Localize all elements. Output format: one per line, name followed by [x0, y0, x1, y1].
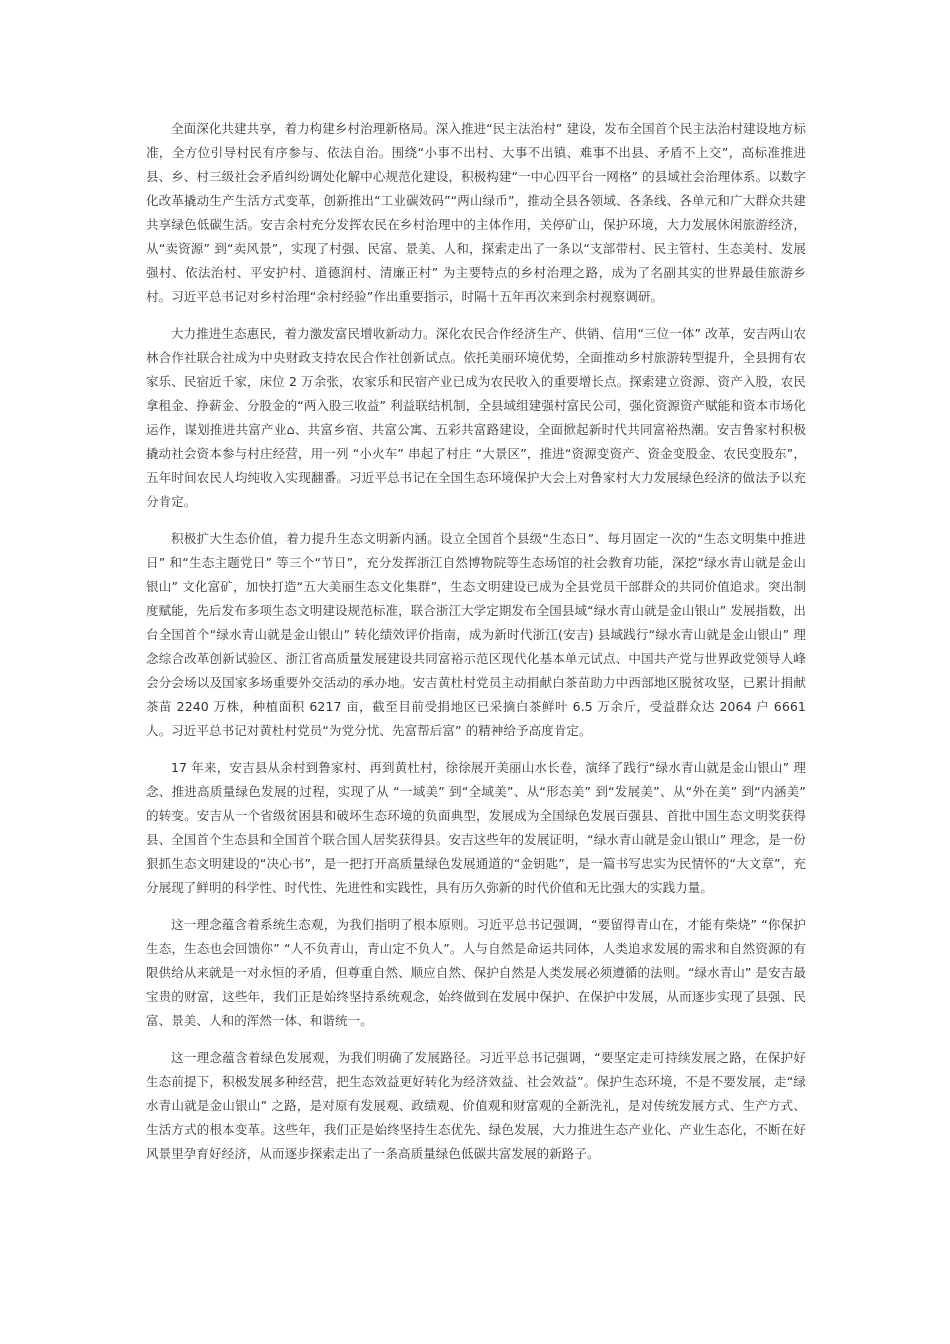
paragraph-seventeen-years: 17 年来，安吉县从余村到鲁家村、再到黄杜村，徐徐展开美丽山水长卷，演绎了践行“绿水青山就是金山银山” 理念、推进高质量绿色发展的过程，实现了从 “一域美” 到“全域美”、从“形态美” 到“发展美”、从“外在美” 到“内涵美” 的转变。安吉从一个省级贫困县和破坏生态环境的负面典型，发展成为全国绿色发展百强县、首批中国生态文明奖获得县、全国首个生态县和全国首个联合国人居奖获得县。安吉这些年的发展证明，“绿水青山就是金山银山” 理念，是一份狠抓生态文明建设的“决心书”，是一把打开高质量绿色发展通道的“金钥匙”，是一篇书写忠实为民情怀的“大文章”，充分展现了鲜明的科学性、时代性、先进性和实践性，具有历久弥新的时代价值和无比强大的实践力量。 [146, 760, 806, 895]
paragraph-rural-governance: 全面深化共建共享，着力构建乡村治理新格局。深入推进“民主法治村” 建设，发布全国首个民主法治村建设地方标准，全方位引导村民有序参与、依法自治。围绕“小事不出村、大事不出镇、难事不出县、矛盾不上交”，高标准推进县、乡、村三级社会矛盾纠纷调处化解中心规范化建设，积极构建“一中心四平台一网格” 的县域社会治理体系。以数字化改革撬动生产生活方式变革，创新推出“工业碳效码”“两山绿币”，推动全县各领域、各条线、各单元和广大群众共建共享绿色低碳生活。安吉余村充分发挥农民在乡村治理中的主体作用，关停矿山，保护环境，大力发展休闲旅游经济， 从“卖资源” 到“卖风景”，实现了村强、民富、景美、人和，探索走出了一条以“支部带村、民主管村、生态美村、发展强村、依法治村、平安护村、道德润村、清廉正村” 为主要特点的乡村治理之路，成为了名副其实的世界最佳旅游乡村。习近平总书记对乡村治理“余村经验”作出重要指示，时隔十五年再次来到余村视察调研。 [146, 121, 806, 304]
document-body [146, 117, 806, 1179]
paragraph-system-ecology-view: 这一理念蕴含着系统生态观，为我们指明了根本原则。习近平总书记强调，“要留得青山在，才能有柴烧” “你保护生态，生态也会回馈你” “人不负青山，青山定不负人”。人与自然是命运共同体，人类追求发展的需求和自然资源的有限供给从来就是一对永恒的矛盾，但尊重自然、顺应自然、保护自然是人类发展必须遵循的法则。“绿水青山” 是安吉最宝贵的财富，这些年，我们正是始终坚持系统观念，始终做到在发展中保护、在保护中发展，从而逐步实现了县强、民富、景美、人和的浑然一体、和谐统一。 [146, 917, 806, 1028]
paragraph-ecological-value: 积极扩大生态价值，着力提升生态文明新内涵。设立全国首个县级“生态日”、每月固定一次的“生态文明集中推进日” 和“生态主题党日” 等三个“节日”，充分发挥浙江自然博物院等生态场馆的社会教育功能，深挖“绿水青山就是金山银山” 文化富矿，加快打造“五大美丽生态文化集群”，生态文明建设已成为全县党员干部群众的共同价值追求。突出制度赋能，先后发布多项生态文明建设规范标准，联合浙江大学定期发布全国县域“绿水青山就是金山银山” 发展指数，出台全国首个“绿水青山就是金山银山” 转化绩效评价指南，成为新时代浙江(安吉) 县域践行“绿水青山就是金山银山” 理念综合改革创新试验区、浙江省高质量发展建设共同富裕示范区现代化基本单元试点、中国共产党与世界政党领导人峰会分会场以及国家多场重要外交活动的承办地。安吉黄杜村党员主动捐献白茶苗助力中西部地区脱贫攻坚，已累计捐献茶苗 2240 万株，种植面积 6217 亩，截至目前受捐地区已采摘白茶鲜叶 6.5 万余斤，受益群众达 2064 户 6661 人。习近平总书记对黄杜村党员“为党分忧、先富帮后富” 的精神给予高度肯定。 [146, 531, 806, 738]
paragraph-ecological-benefit: 大力推进生态惠民，着力激发富民增收新动力。深化农民合作经济生产、供销、信用“三位一体” 改革，安吉两山农林合作社联合社成为中央财政支持农民合作社创新试点。依托美丽环境优势，全面推动乡村旅游转型提升，全县拥有农家乐、民宿近千家，床位 2 万余张，农家乐和民宿产业已成为农民收入的重要增长点。探索建立资源、资产入股，农民拿租金、挣薪金、分股金的“两入股三收益” 利益联结机制，全县域组建强村富民公司，强化资源资产赋能和资本市场化运作，谋划推进共富产业⌂、共富乡宿、共富公寓、五彩共富路建设，全面掀起新时代共同富裕热潮。安吉鲁家村积极撬动社会资本参与村庄经营，用一列 “小火车” 串起了村庄 “大景区”，推进“资源变资产、资金变股金、农民变股东”， 五年时间农民人均纯收入实现翻番。习近平总书记在全国生态环境保护大会上对鲁家村大力发展绿色经济的做法予以充分肯定。 [146, 326, 806, 509]
paragraph-green-development-view: 这一理念蕴含着绿色发展观，为我们明确了发展路径。习近平总书记强调，“要坚定走可持续发展之路，在保护好生态前提下，积极发展多种经营，把生态效益更好转化为经济效益、社会效益”。保护生态环境，不是不要发展，走“绿水青山就是金山银山” 之路，是对原有发展观、政绩观、价值观和财富观的全新洗礼，是对传统发展方式、生产方式、生活方式的根本变革。这些年，我们正是始终坚持生态优先、绿色发展，大力推进生态产业化、产业生态化，不断在好风景里孕育好经济，从而逐步探索走出了一条高质量绿色低碳共富发展的新路子。 [146, 1050, 806, 1161]
